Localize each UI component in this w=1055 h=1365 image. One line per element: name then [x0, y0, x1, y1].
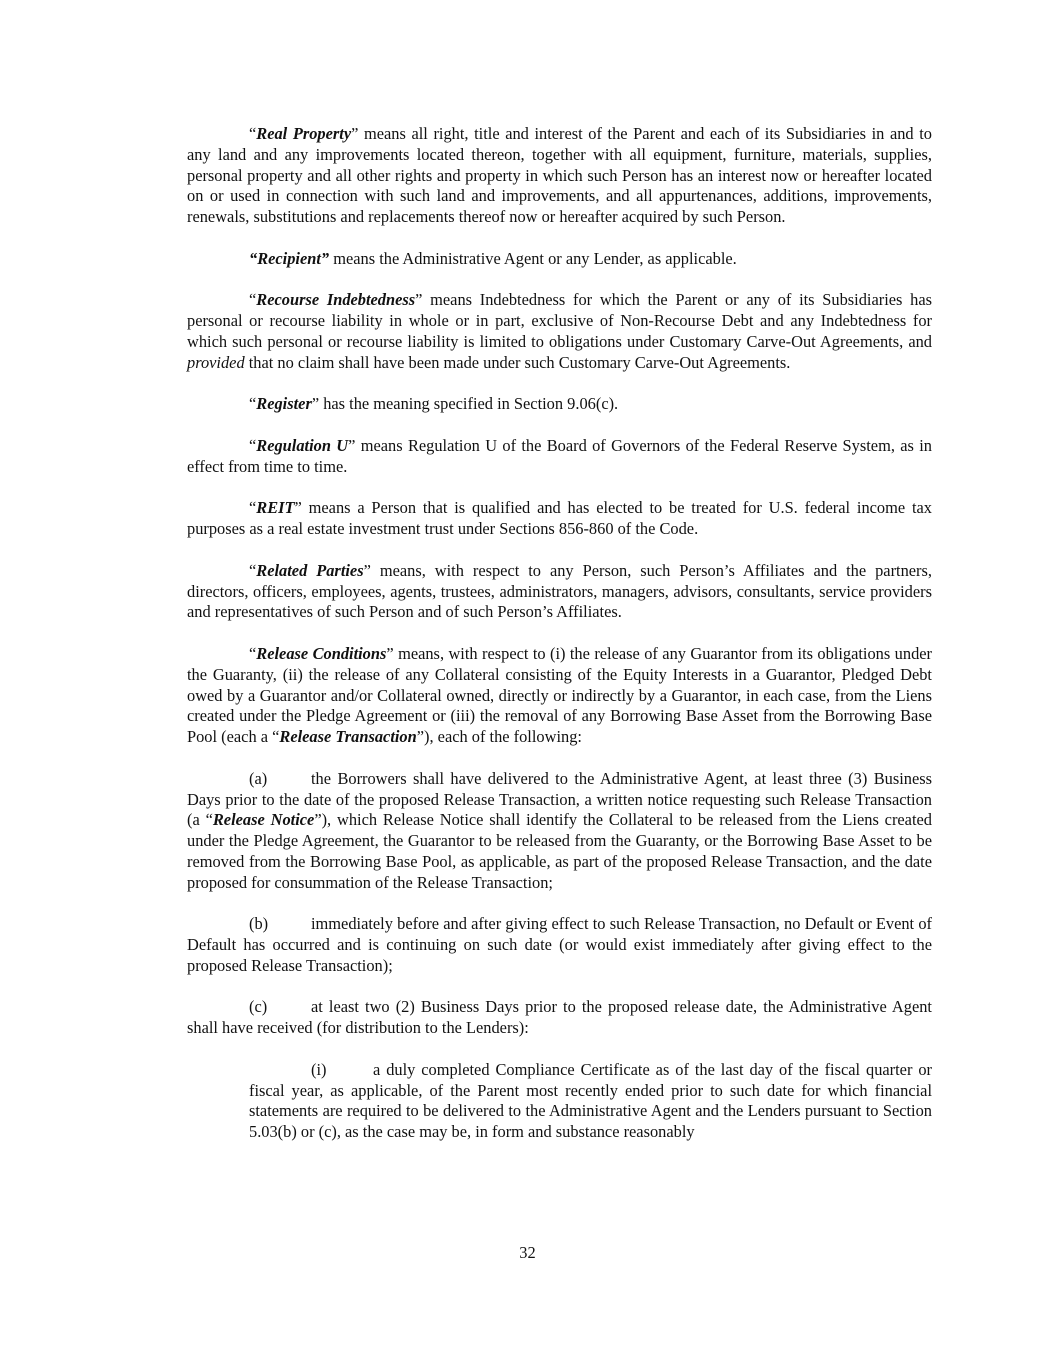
- defined-term: REIT: [256, 498, 295, 518]
- clause-text: immediately before and after giving effect to such Release Transaction, no Default or Event of Default has occurred and is continuing on such date (or would exist immediately after giving effect to the proposed Release Transaction);: [187, 914, 932, 975]
- definition-recourse-indebtedness: [187, 290, 932, 373]
- definition-text: ” means all right, title and interest of the Parent and each of its Subsidiaries in and to any land and any improvements located thereon, together with all equipment, furniture, materials, supplies, personal property and all other rights and property in which such Person has an interest now or hereafter located on or used in connection with such land and improvements, and all appurtenances, additions, improvements, renewals, substitutions and replacements thereof now or hereafter acquired by such Person.: [187, 124, 932, 227]
- definition-regulation-u: [187, 436, 932, 478]
- definition-register: [187, 394, 932, 415]
- definition-real-property: [187, 124, 932, 228]
- clause-text-continued: ”), which Release Notice shall identify the Collateral to be released from the Liens created under the Pledge Agreement, the Guarantor to be released from the Guaranty, or the Borrowing Base Asset to be removed from the Borrowing Base Pool, as applicable, as part of the proposed Release Transaction, and the date proposed for consummation of the Release Transaction;: [187, 810, 932, 892]
- italic-word: provided: [187, 352, 245, 372]
- clause-text: a duly completed Compliance Certificate as of the last day of the fiscal quarter or fiscal year, as applicable, of the Parent most recently ended prior to such date for which financial statements are required to be delivered to the Administrative Agent and the Lenders pursuant to Section 5.03(b) or (c), as the case may be, in form and substance reasonably: [249, 1059, 932, 1142]
- definition-text: ” means Regulation U of the Board of Governors of the Federal Reserve System, as in effect from time to time.: [187, 435, 932, 476]
- open-quote: “: [249, 290, 257, 310]
- defined-term: Real Property: [256, 124, 352, 143]
- open-quote: “: [249, 124, 257, 143]
- clause-label: (a): [249, 768, 268, 788]
- definition-related-parties: [187, 561, 932, 623]
- definition-recipient: [187, 249, 932, 270]
- definition-text-continued: ”), each of the following:: [416, 727, 582, 747]
- open-quote: “: [249, 435, 257, 455]
- page-number: 32: [519, 1243, 536, 1262]
- defined-term: Related Parties: [256, 560, 364, 580]
- inner-defined-term: Release Notice: [212, 810, 315, 830]
- defined-term: Regulation U: [256, 435, 349, 455]
- defined-term: Recourse Indebtedness: [256, 290, 416, 310]
- clause-text: the Borrowers shall have delivered to the Administrative Agent, at least three (3) Business Days prior to the date of the proposed Release Transaction, a written notice requesting such Release Transaction (a “: [187, 768, 932, 830]
- clause-c: [187, 997, 932, 1039]
- document-page: [187, 124, 932, 1164]
- open-quote: “: [249, 560, 257, 580]
- clause-a: [187, 769, 932, 894]
- definition-text: ” has the meaning specified in Section 9.06(c).: [311, 394, 619, 414]
- defined-term: “Recipient”: [249, 248, 330, 268]
- definition-release-conditions: [187, 644, 932, 748]
- defined-term: Release Conditions: [256, 643, 387, 663]
- clause-b: [187, 914, 932, 976]
- definition-text: ” means, with respect to (i) the release of any Guarantor from its obligations under the Guaranty, (ii) the release of any Collateral consisting of the Equity Interests in a Guarantor, Pledged Debt owed by a Guarantor and/or Collateral owned, directly or indirectly by a Guarantor, in each case, from the Liens created under the Pledge Agreement or (iii) the removal of any Borrowing Base Asset from the Borrowing Base Pool (each a “: [187, 643, 932, 747]
- clause-label: (i): [311, 1059, 327, 1079]
- definition-text: means the Administrative Agent or any Lender, as applicable.: [329, 248, 737, 268]
- open-quote: “: [249, 394, 257, 414]
- definition-text-continued: that no claim shall have been made under such Customary Carve-Out Agreements.: [244, 352, 791, 372]
- clause-c-i: [249, 1060, 932, 1143]
- clause-label: (b): [249, 914, 269, 934]
- definition-text: ” means a Person that is qualified and has elected to be treated for U.S. federal income tax purposes as a real estate investment trust under Sections 856-860 of the Code.: [187, 498, 932, 539]
- definition-text: ” means, with respect to any Person, such Person’s Affiliates and the partners, directors, officers, employees, agents, trustees, administrators, managers, advisors, consultants, service providers and representatives of such Person and of such Person’s Affiliates.: [187, 560, 932, 622]
- clause-label: (c): [249, 997, 268, 1017]
- open-quote: “: [249, 643, 257, 663]
- definition-reit: [187, 498, 932, 540]
- inner-defined-term: Release Transaction: [279, 727, 417, 747]
- open-quote: “: [249, 498, 257, 518]
- definition-text: ” means Indebtedness for which the Parent or any of its Subsidiaries has personal or recourse liability in whole or in part, exclusive of Non-Recourse Debt and any Indebtedness for which such personal or recourse liability is limited to obligations under Customary Carve-Out Agreements, and: [187, 290, 932, 351]
- defined-term: Register: [256, 394, 312, 414]
- clause-text: at least two (2) Business Days prior to the proposed release date, the Administrative Agent shall have received (for distribution to the Lenders):: [187, 997, 932, 1038]
